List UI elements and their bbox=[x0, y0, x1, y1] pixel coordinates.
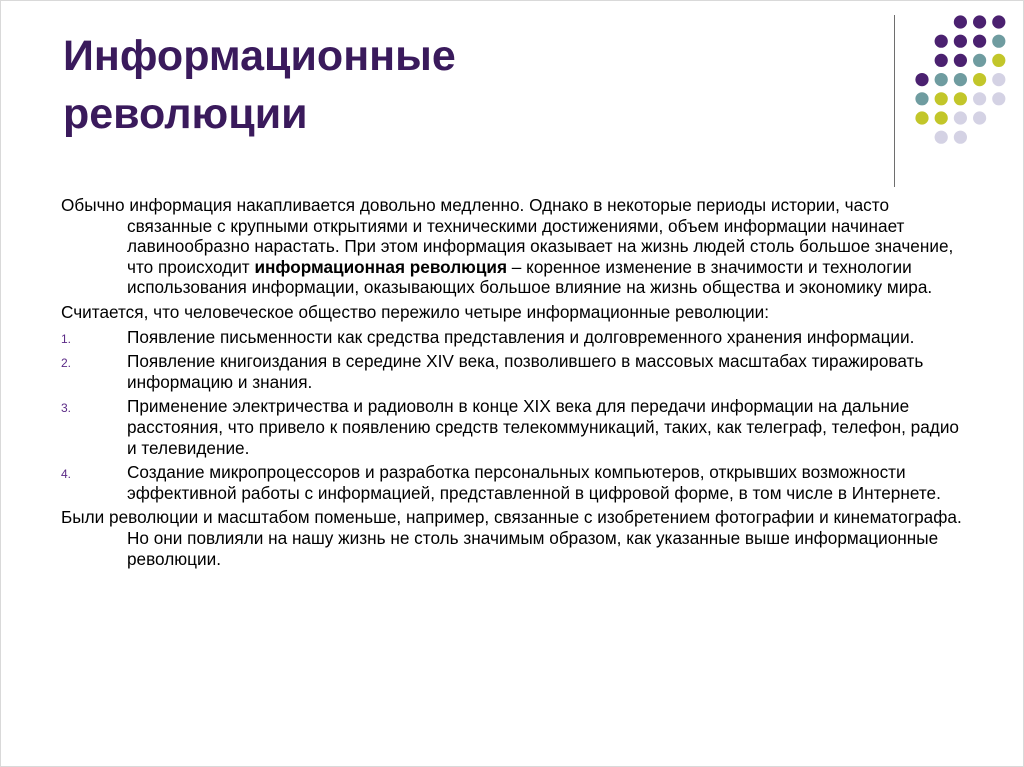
decorative-dot bbox=[973, 73, 986, 86]
decorative-dot bbox=[973, 111, 986, 124]
decorative-dot bbox=[954, 54, 967, 67]
list-item-text: Применение электричества и радиоволн в конце XIX века для передачи информации на дальние расстояния, что привело к появлению средств телекоммуникаций, таких, как телеграф, телефон, радио и телевидение. bbox=[127, 396, 959, 458]
decorative-dot bbox=[935, 92, 948, 105]
decorative-dot bbox=[954, 92, 967, 105]
decorative-dot bbox=[935, 73, 948, 86]
list-number: 1. bbox=[61, 331, 72, 346]
decorative-dot bbox=[954, 131, 967, 144]
list-item bbox=[61, 462, 971, 503]
decorative-dot bbox=[954, 35, 967, 48]
decorative-dot bbox=[915, 92, 928, 105]
slide-body bbox=[61, 195, 971, 573]
decorative-dot bbox=[973, 35, 986, 48]
list-item bbox=[61, 396, 971, 458]
list-number: 3. bbox=[61, 401, 72, 416]
decorative-dot bbox=[935, 54, 948, 67]
decorative-dot bbox=[992, 73, 1005, 86]
intro-paragraph bbox=[61, 195, 971, 298]
decorative-dot bbox=[992, 35, 1005, 48]
list-item bbox=[61, 327, 971, 348]
decorative-dot bbox=[992, 54, 1005, 67]
decorative-dot bbox=[935, 111, 948, 124]
list-item-text: Появление книгоиздания в середине XIV века, позволившего в массовых масштабах тиражировать информацию и знания. bbox=[127, 351, 924, 392]
decorative-dot bbox=[954, 111, 967, 124]
list-item-text: Создание микропроцессоров и разработка персональных компьютеров, открывших возможности эффективной работы с информацией, представленной в цифровой форме, в том числе в Интернете. bbox=[127, 462, 941, 503]
decorative-dot bbox=[915, 73, 928, 86]
list-item bbox=[61, 351, 971, 392]
decorative-dot bbox=[973, 92, 986, 105]
decorative-dot bbox=[954, 15, 967, 28]
decorative-dot bbox=[915, 111, 928, 124]
decorative-dot bbox=[992, 92, 1005, 105]
intro-text-start: Обычно информация накапливается довольно медленно. Однако в некоторые периоды истории, часто связанные с крупными открытиями и техническими достижениями, объем информации начинает лавинообразно нарастать. При этом информация оказывает на жизнь людей столь большое значение, что происходит bbox=[61, 195, 954, 277]
decorative-dot bbox=[992, 15, 1005, 28]
decorative-dot bbox=[973, 54, 986, 67]
list-item-text: Появление письменности как средства представления и долговременного хранения информации. bbox=[127, 326, 915, 347]
list-number: 2. bbox=[61, 356, 72, 371]
lead-paragraph: Считается, что человеческое общество пережило четыре информационные революции: bbox=[61, 301, 769, 322]
intro-text-end: – коренное изменение в значимости и технологии использования информации, оказывающих большое влияние на жизнь общества и экономику мира. bbox=[127, 256, 933, 298]
title-line-1: Информационные bbox=[63, 32, 456, 80]
decorative-dot-grid bbox=[1, 1, 1023, 201]
decorative-dot bbox=[935, 131, 948, 144]
intro-bold-term: информационная революция bbox=[254, 256, 508, 277]
decorative-dot bbox=[954, 73, 967, 86]
decorative-dot bbox=[935, 35, 948, 48]
list-number: 4. bbox=[61, 467, 72, 482]
revolutions-list bbox=[61, 327, 971, 504]
outro-paragraph: Были революции и масштабом поменьше, например, связанные с изобретением фотографии и кинематографа. Но они повлияли на нашу жизнь не столь значимым образом, как указанные выше информационные революции. bbox=[61, 507, 962, 569]
decorative-dot bbox=[973, 15, 986, 28]
title-line-2: революции bbox=[63, 90, 308, 138]
